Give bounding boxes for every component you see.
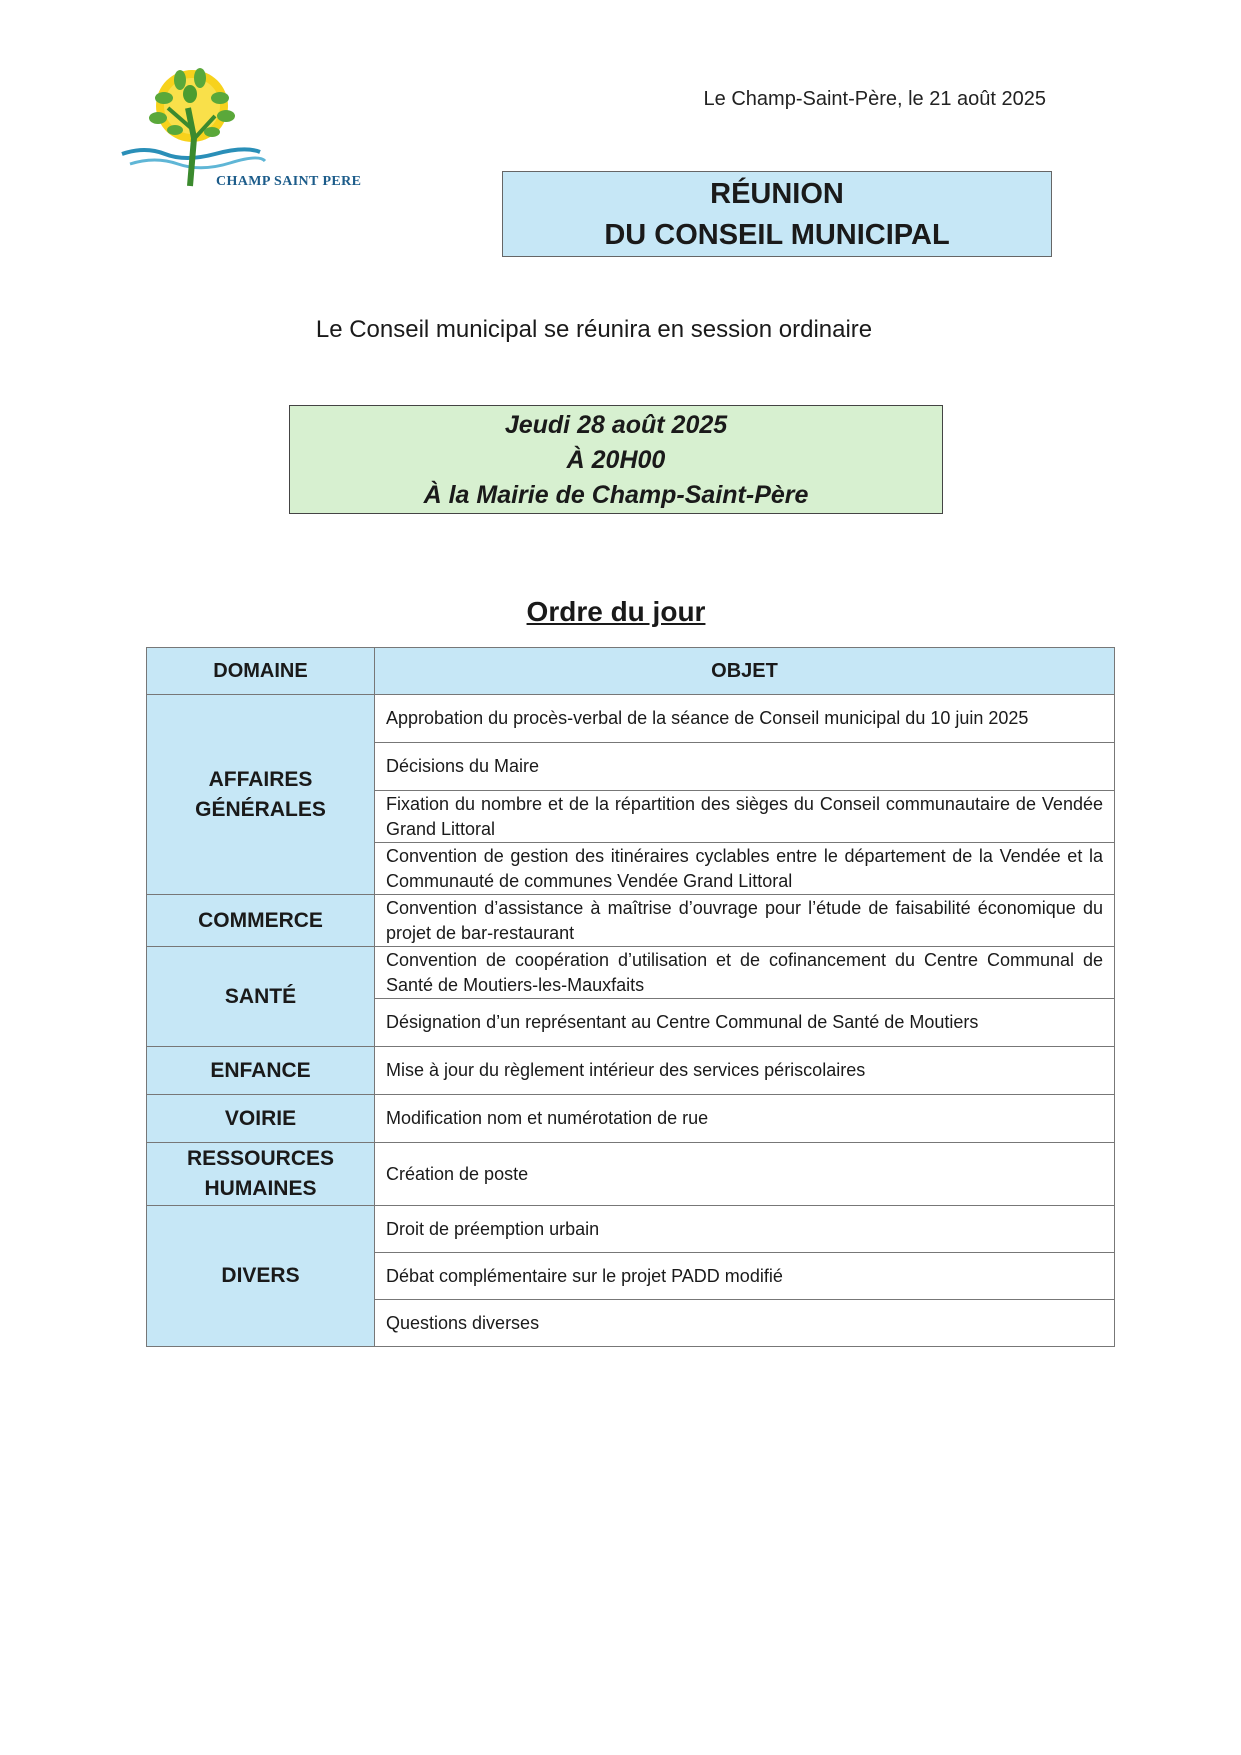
agenda-item: Débat complémentaire sur le projet PADD modifié	[375, 1253, 1115, 1300]
title-line-1: RÉUNION	[710, 178, 844, 210]
domain-commerce: COMMERCE	[147, 895, 375, 947]
agenda-item: Approbation du procès-verbal de la séance de Conseil municipal du 10 juin 2025	[375, 695, 1115, 743]
agenda-item: Désignation d’un représentant au Centre Communal de Santé de Moutiers	[375, 999, 1115, 1047]
intro-text: Le Conseil municipal se réunira en session ordinaire	[315, 316, 873, 343]
column-header-domain: DOMAINE	[147, 648, 375, 695]
domain-divers: DIVERS	[147, 1206, 375, 1347]
agenda-table	[146, 647, 1115, 1347]
agenda-item: Convention de coopération d’utilisation et de cofinancement du Centre Communal de Santé de Moutiers-les-Mauxfaits	[375, 947, 1115, 999]
agenda-item: Fixation du nombre et de la répartition des sièges du Conseil communautaire de Vendée Grand Littoral	[375, 791, 1115, 843]
domain-sante: SANTÉ	[147, 947, 375, 1047]
title-line-2: DU CONSEIL MUNICIPAL	[604, 219, 950, 251]
logo-text: CHAMP SAINT PERE	[216, 174, 362, 189]
agenda-item: Convention de gestion des itinéraires cyclables entre le département de la Vendée et la Communauté de communes Vendée Grand Littoral	[375, 843, 1115, 895]
agenda-item: Questions diverses	[375, 1300, 1115, 1347]
column-header-objet: OBJET	[375, 648, 1115, 695]
agenda-item: Modification nom et numérotation de rue	[375, 1095, 1115, 1143]
logo	[120, 68, 370, 196]
meeting-place: À la Mairie de Champ-Saint-Père	[423, 481, 809, 509]
agenda-item: Décisions du Maire	[375, 743, 1115, 791]
domain-enfance: ENFANCE	[147, 1047, 375, 1095]
agenda-title: Ordre du jour	[526, 596, 706, 627]
meeting-time: À 20H00	[566, 446, 666, 474]
table-row	[147, 1206, 1115, 1253]
table-row	[147, 1143, 1115, 1206]
agenda-item: Mise à jour du règlement intérieur des services périscolaires	[375, 1047, 1115, 1095]
domain-affaires-generales: AFFAIRES GÉNÉRALES	[147, 695, 375, 895]
agenda-header-row	[147, 648, 1115, 695]
table-row	[147, 1095, 1115, 1143]
meeting-box	[289, 405, 943, 514]
date-line: Le Champ-Saint-Père, le 21 août 2025	[703, 88, 1046, 110]
agenda-item: Droit de préemption urbain	[375, 1206, 1115, 1253]
agenda-item: Création de poste	[375, 1143, 1115, 1206]
domain-voirie: VOIRIE	[147, 1095, 375, 1143]
domain-ressources-humaines: RESSOURCES HUMAINES	[147, 1143, 375, 1206]
table-row	[147, 895, 1115, 947]
agenda-item: Convention d’assistance à maîtrise d’ouvrage pour l’étude de faisabilité économique du projet de bar-restaurant	[375, 895, 1115, 947]
table-row	[147, 1047, 1115, 1095]
table-row	[147, 947, 1115, 999]
title-box	[502, 171, 1052, 257]
table-row	[147, 695, 1115, 743]
meeting-date: Jeudi 28 août 2025	[504, 411, 728, 439]
